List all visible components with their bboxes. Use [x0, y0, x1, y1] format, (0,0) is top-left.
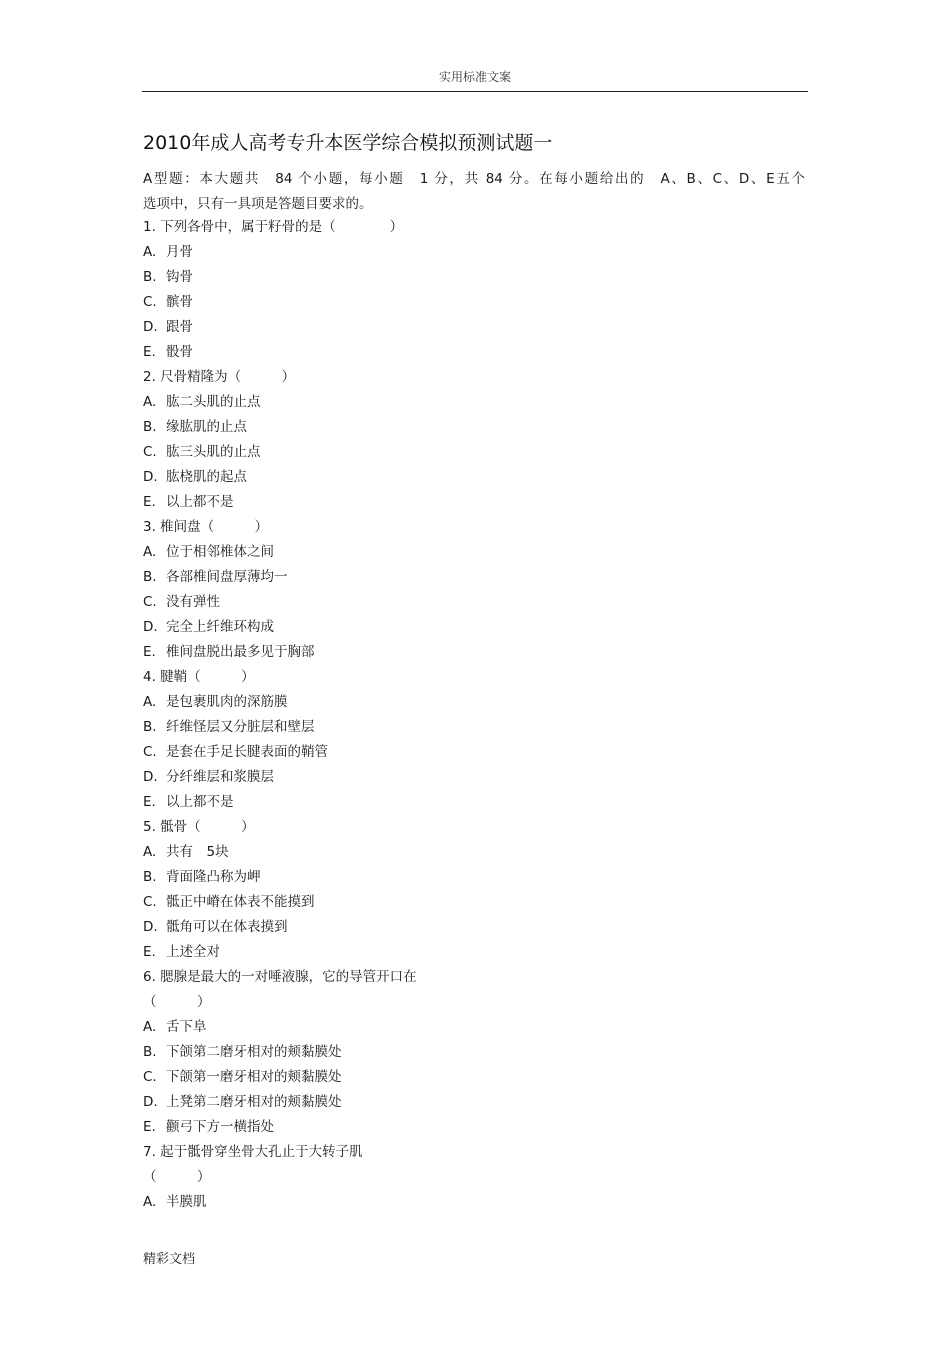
answer-option	[143, 265, 805, 290]
question-stem: 4. 腱鞘（ ）	[143, 669, 255, 685]
answer-option	[143, 840, 805, 865]
option-text: 位于相邻椎体之间	[166, 544, 274, 560]
page-footer: 精彩文档	[143, 1252, 196, 1267]
answer-option	[143, 690, 805, 715]
option-text: 是包裹肌肉的深筋膜	[166, 694, 288, 710]
option-text: 髌骨	[166, 294, 193, 310]
answer-option	[143, 1040, 805, 1065]
option-text: 下颌第二磨牙相对的颊黏膜处	[166, 1044, 342, 1060]
option-letter: A.	[143, 394, 157, 410]
option-text: 背面隆凸称为岬	[166, 869, 261, 885]
document-title: 2010年成人高考专升本医学综合模拟预测试题一	[143, 132, 553, 154]
instructions	[143, 167, 805, 217]
answer-option	[143, 640, 805, 665]
answer-option	[143, 1115, 805, 1140]
option-text: 骰骨	[166, 344, 193, 360]
option-text: 分纤维层和浆膜层	[166, 769, 274, 785]
option-letter: B.	[143, 719, 157, 735]
answer-option	[143, 340, 805, 365]
question-stem: 7. 起于骶骨穿坐骨大孔止于大转子肌	[143, 1144, 363, 1160]
option-letter: C.	[143, 594, 157, 610]
answer-option	[143, 1190, 805, 1215]
answer-option	[143, 390, 805, 415]
option-text: 肱二头肌的止点	[166, 394, 261, 410]
answer-option	[143, 440, 805, 465]
answer-option	[143, 540, 805, 565]
option-letter: D.	[143, 919, 158, 935]
question-stem: 3. 椎间盘（ ）	[143, 519, 269, 535]
answer-option	[143, 790, 805, 815]
option-text: 颧弓下方一横指处	[166, 1119, 274, 1135]
option-text: 以上都不是	[166, 494, 234, 510]
option-letter: A.	[143, 544, 157, 560]
option-text: 上述全对	[166, 944, 220, 960]
option-text: 跟骨	[166, 319, 193, 335]
option-letter: E.	[143, 344, 156, 360]
option-letter: D.	[143, 769, 158, 785]
option-text: 纤维怪层又分脏层和壁层	[166, 719, 315, 735]
option-text: 钩骨	[166, 269, 193, 285]
answer-option	[143, 490, 805, 515]
question-stem: 2. 尺骨精隆为（ ）	[143, 369, 296, 385]
question-stem-continuation: （ ）	[143, 994, 211, 1010]
header-divider	[142, 91, 808, 92]
option-text: 没有弹性	[166, 594, 220, 610]
option-letter: C.	[143, 444, 157, 460]
option-text: 骶正中嵴在体表不能摸到	[166, 894, 315, 910]
answer-option	[143, 615, 805, 640]
option-letter: E.	[143, 1119, 156, 1135]
option-letter: D.	[143, 469, 158, 485]
instructions-line-2: 选项中，只有一具项是答题目要求的。	[143, 196, 373, 212]
option-letter: A.	[143, 844, 157, 860]
answer-option	[143, 465, 805, 490]
option-text: 舌下阜	[166, 1019, 207, 1035]
answer-option	[143, 865, 805, 890]
answer-option	[143, 415, 805, 440]
question-list	[143, 215, 805, 1215]
option-letter: B.	[143, 419, 157, 435]
option-letter: E.	[143, 494, 156, 510]
option-letter: D.	[143, 1094, 158, 1110]
answer-option	[143, 765, 805, 790]
option-text: 共有 5块	[166, 844, 229, 860]
option-letter: B.	[143, 569, 157, 585]
option-letter: D.	[143, 619, 158, 635]
answer-option	[143, 915, 805, 940]
option-text: 肱桡肌的起点	[166, 469, 247, 485]
page-header: 实用标准文案	[438, 70, 511, 84]
answer-option	[143, 1065, 805, 1090]
question-stem: 6. 腮腺是最大的一对唾液腺，它的导管开口在	[143, 969, 417, 985]
answer-option	[143, 1090, 805, 1115]
option-letter: A.	[143, 1019, 157, 1035]
option-letter: C.	[143, 1069, 157, 1085]
option-text: 椎间盘脱出最多见于胸部	[166, 644, 315, 660]
answer-option	[143, 590, 805, 615]
option-letter: C.	[143, 894, 157, 910]
option-letter: E.	[143, 794, 156, 810]
option-text: 肱三头肌的止点	[166, 444, 261, 460]
answer-option	[143, 1015, 805, 1040]
answer-option	[143, 890, 805, 915]
option-letter: C.	[143, 294, 157, 310]
option-letter: A.	[143, 244, 157, 260]
option-text: 骶角可以在体表摸到	[166, 919, 288, 935]
answer-option	[143, 240, 805, 265]
option-text: 半膜肌	[166, 1194, 207, 1210]
option-letter: A.	[143, 1194, 157, 1210]
answer-option	[143, 290, 805, 315]
answer-option	[143, 740, 805, 765]
option-text: 各部椎间盘厚薄均一	[166, 569, 288, 585]
option-text: 完全上纤维环构成	[166, 619, 274, 635]
instructions-line-1: A型题：本大题共 84 个小题，每小题 1 分，共 84 分。在每小题给出的 A、B、C、D、E五个	[143, 171, 805, 187]
answer-option	[143, 940, 805, 965]
option-letter: E.	[143, 944, 156, 960]
option-letter: C.	[143, 744, 157, 760]
option-letter: A.	[143, 694, 157, 710]
answer-option	[143, 565, 805, 590]
option-text: 上凳第二磨牙相对的颊黏膜处	[166, 1094, 342, 1110]
option-letter: D.	[143, 319, 158, 335]
option-letter: B.	[143, 1044, 157, 1060]
question-stem: 5. 骶骨（ ）	[143, 819, 255, 835]
option-text: 下颌第一磨牙相对的颊黏膜处	[166, 1069, 342, 1085]
option-text: 以上都不是	[166, 794, 234, 810]
question-stem-continuation: （ ）	[143, 1169, 211, 1185]
option-text: 是套在手足长腱表面的鞘管	[166, 744, 328, 760]
option-text: 月骨	[166, 244, 193, 260]
answer-option	[143, 715, 805, 740]
question-stem: 1. 下列各骨中，属于籽骨的是（ ）	[143, 219, 404, 235]
option-text: 缘肱肌的止点	[166, 419, 247, 435]
option-letter: B.	[143, 269, 157, 285]
option-letter: E.	[143, 644, 156, 660]
option-letter: B.	[143, 869, 157, 885]
answer-option	[143, 315, 805, 340]
